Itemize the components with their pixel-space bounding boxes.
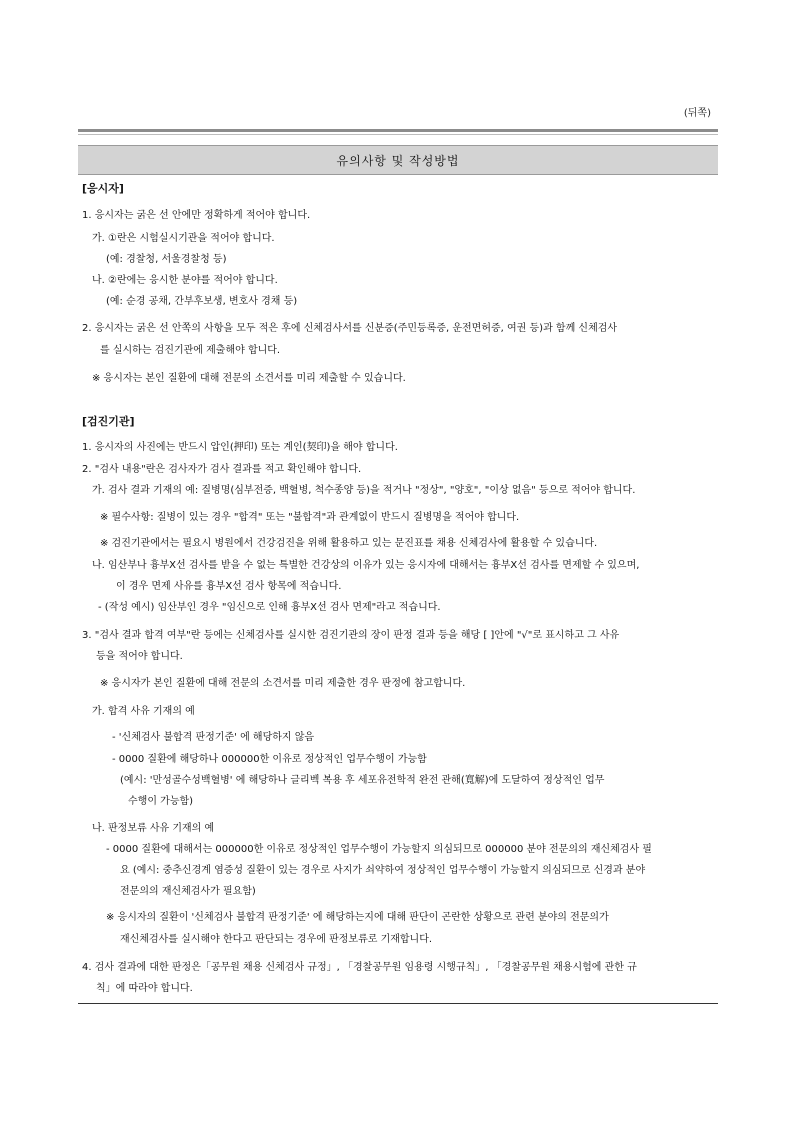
document-title: 유의사항 및 작성방법 (78, 145, 718, 175)
bottom-rule (78, 1003, 718, 1004)
clinic-line: 가. 합격 사유 기재의 예 (92, 706, 195, 717)
clinic-line: 1. 응시자의 사진에는 반드시 압인(押印) 또는 계인(契印)을 해야 합니다. (82, 442, 398, 453)
clinic-line: 2. "검사 내용"란은 검사자가 검사 결과를 적고 확인해야 합니다. (82, 464, 362, 475)
applicant-line: (예: 경찰청, 서울경찰청 등) (106, 254, 227, 265)
applicant-line: 가. ①란은 시험실시기관을 적어야 합니다. (92, 233, 275, 244)
top-rule-thin (78, 134, 718, 135)
clinic-line: 나. 판정보류 사유 기재의 예 (92, 823, 215, 834)
clinic-note: ※ 응시자의 질환이 '신체검사 불합격 판정기준' 에 해당하는지에 대해 판단이 곤란한 상황으로 관련 분야의 전문의가 (106, 912, 609, 923)
clinic-note: ※ 응시자가 본인 질환에 대해 전문의 소견서를 미리 제출한 경우 판정에 참고합니다. (100, 678, 466, 689)
clinic-line: - 0000 질환에 대해서는 000000한 이유로 정상적인 업무수행이 가능할지 의심되므로 000000 분야 전문의의 재신체검사 필 (106, 844, 652, 855)
clinic-line: 등을 적어야 합니다. (96, 651, 183, 662)
applicant-line: 2. 응시자는 굵은 선 안쪽의 사항을 모두 적은 후에 신체검사서를 신분증(주민등록증, 운전면허증, 여권 등)과 함께 신체검사 (82, 323, 618, 334)
clinic-line: 재신체검사를 실시해야 한다고 판단되는 경우에 판정보류로 기재합니다. (120, 934, 433, 945)
clinic-line: 가. 검사 결과 기재의 예: 질병명(심부전증, 백혈병, 척수종양 등)을 적거나 "정상", "양호", "이상 없음" 등으로 적어야 합니다. (92, 485, 636, 496)
clinic-line: 전문의의 재신체검사가 필요함) (120, 886, 256, 897)
clinic-line: - (작성 예시) 임산부인 경우 "임신으로 인해 흉부X선 검사 면제"라고 적습니다. (98, 602, 441, 613)
clinic-line: 요 (예시: 중추신경계 염증성 질환이 있는 경우로 사지가 쇠약하여 정상적인 업무수행이 가능할지 의심되므로 신경과 분야 (120, 865, 646, 876)
page-note: (뒤쪽) (683, 108, 711, 119)
applicant-heading: [응시자] (82, 182, 124, 195)
clinic-line: (예시: '만성골수성백혈병' 에 해당하나 글리벡 복용 후 세포유전학적 완전 관해(寬解)에 도달하여 정상적인 업무 (120, 775, 605, 786)
clinic-note: ※ 검진기관에서는 필요시 병원에서 건강검진을 위해 활용하고 있는 문진표를 채용 신체검사에 활용할 수 있습니다. (100, 538, 598, 549)
top-rule (78, 129, 718, 132)
clinic-line: 이 경우 면제 사유를 흉부X선 검사 항목에 적습니다. (116, 581, 342, 592)
clinic-line: 수행이 가능함) (128, 796, 194, 807)
applicant-line: 나. ②란에는 응시한 분야를 적어야 합니다. (92, 275, 278, 286)
applicant-line: (예: 순경 공채, 간부후보생, 변호사 경채 등) (106, 296, 298, 307)
clinic-line: - '신체검사 불합격 판정기준' 에 해당하지 않음 (112, 732, 315, 743)
clinic-line: 칙」에 따라야 합니다. (96, 983, 193, 994)
applicant-line: 를 실시하는 검진기관에 제출해야 합니다. (100, 345, 281, 356)
applicant-line: 1. 응시자는 굵은 선 안에만 정확하게 적어야 합니다. (82, 210, 311, 221)
clinic-line: 4. 검사 결과에 대한 판정은「공무원 채용 신체검사 규정」, 「경찰공무원 임용령 시행규칙」, 「경찰공무원 채용시험에 관한 규 (82, 962, 637, 973)
clinic-line: 3. "검사 결과 합격 여부"란 등에는 신체검사를 실시한 검진기관의 장이 판정 결과 등을 해당 [ ]안에 "√"로 표시하고 그 사유 (82, 630, 620, 641)
clinic-line: 나. 임산부나 흉부X선 검사를 받을 수 없는 특별한 건강상의 이유가 있는 응시자에 대해서는 흉부X선 검사를 면제할 수 있으며, (92, 560, 640, 571)
clinic-line: - 0000 질환에 해당하나 000000한 이유로 정상적인 업무수행이 가능함 (112, 754, 427, 765)
clinic-heading: [검진기관] (82, 415, 135, 428)
applicant-note: ※ 응시자는 본인 질환에 대해 전문의 소견서를 미리 제출할 수 있습니다. (92, 373, 406, 384)
clinic-note: ※ 필수사항: 질병이 있는 경우 "합격" 또는 "불합격"과 관계없이 반드시 질병명을 적어야 합니다. (100, 512, 520, 523)
